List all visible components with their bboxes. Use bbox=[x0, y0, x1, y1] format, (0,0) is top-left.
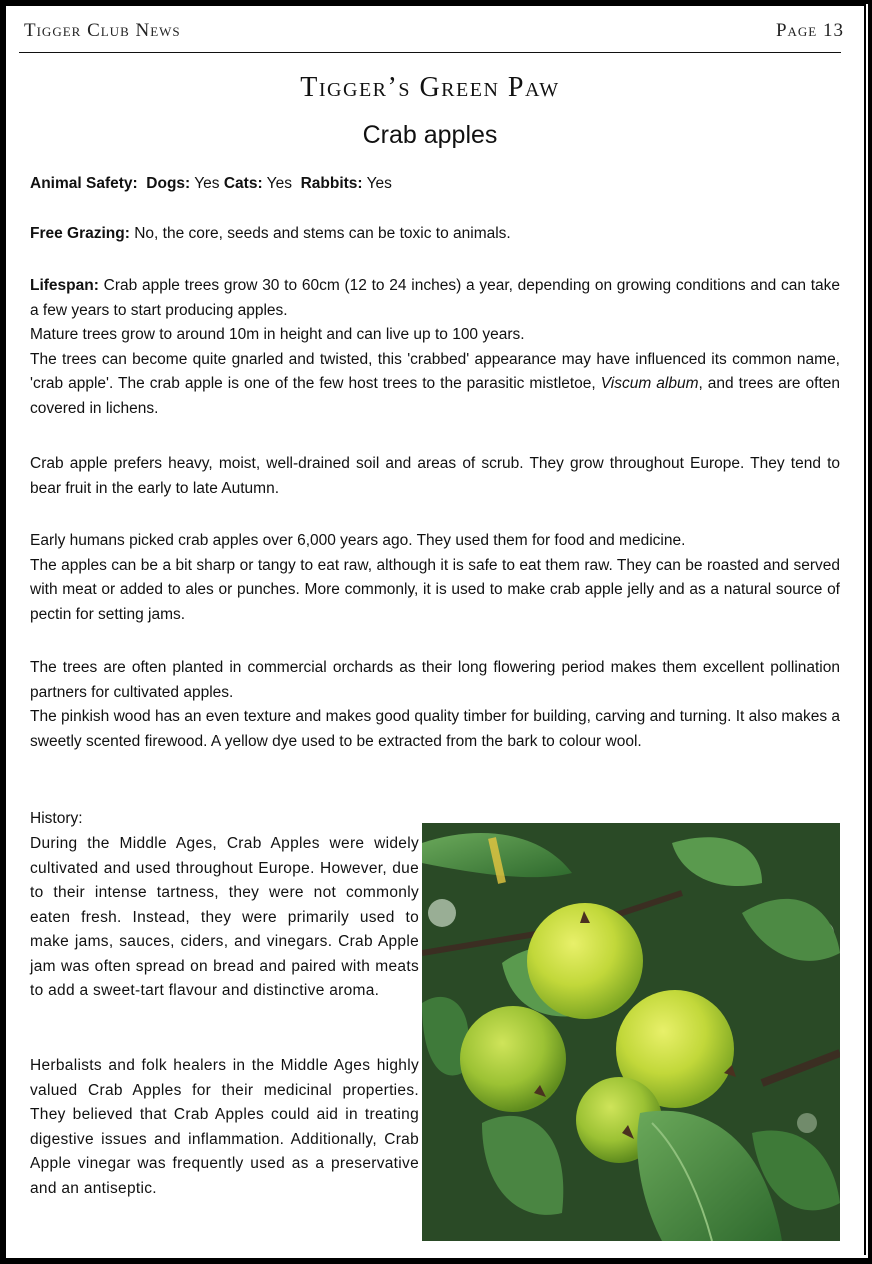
humans-paragraph-2: The apples can be a bit sharp or tangy to eat raw, although it is safe to eat them raw. They can be roasted and served with meat or added to ales or punches. More commonly, it is used to make crab apple jelly and as a natural source of pectin for setting jams. bbox=[30, 556, 840, 623]
orchards-paragraph-1: The trees are often planted in commercial orchards as their long flowering period makes them excellent pollination partners for cultivated apples. bbox=[30, 659, 840, 701]
orchards-paragraph-2: The pinkish wood has an even texture and makes good quality timber for building, carving and turning. It also makes a sweetly scented firewood. A yellow dye used to be extracted from the bark to colour wool. bbox=[30, 708, 840, 750]
page-number: Page 13 bbox=[775, 20, 844, 41]
humans-paragraph-1: Early humans picked crab apples over 6,000 years ago. They used them for food and medicine. bbox=[30, 532, 686, 549]
cats-value: Yes bbox=[266, 175, 292, 192]
page-border-bottom bbox=[6, 1258, 868, 1259]
crab-apples-photo bbox=[422, 823, 840, 1241]
free-grazing-label: Free Grazing: bbox=[30, 225, 130, 242]
header-divider bbox=[19, 52, 841, 53]
free-grazing-text: No, the core, seeds and stems can be toxic to animals. bbox=[134, 225, 511, 242]
free-grazing bbox=[30, 222, 840, 247]
animal-safety bbox=[30, 172, 840, 197]
species-name: Viscum album bbox=[600, 375, 699, 392]
humans-section bbox=[30, 529, 840, 627]
history-label: History: bbox=[30, 810, 83, 827]
history-paragraph-2: Herbalists and folk healers in the Middle Ages highly valued Crab Apples for their medicinal properties. They believed that Crab Apples could aid in treating digestive issues and inflammation. Additionally, Crab Apple vinegar was frequently used as a preservative and an antiseptic. bbox=[30, 1057, 419, 1197]
rabbits-label: Rabbits: bbox=[300, 175, 363, 192]
cats-label: Cats: bbox=[223, 175, 263, 192]
dogs-value: Yes bbox=[194, 175, 220, 192]
page-border-gap bbox=[866, 4, 868, 1257]
running-header bbox=[24, 20, 844, 44]
lifespan-paragraph-1 bbox=[30, 274, 840, 323]
history-paragraph-1: During the Middle Ages, Crab Apples were widely cultivated and used throughout Europe. However, due to their intense tartness, they were not commonly eaten fresh. Instead, they were primarily used to make jams, sauces, ciders, and vinegars. Crab Apple jam was often spread on bread and paired with meats to add a sweet-tart flavour and distinctive aroma. bbox=[30, 835, 419, 999]
soil-paragraph: Crab apple prefers heavy, moist, well-drained soil and areas of scrub. They grow throughout Europe. They tend to bear fruit in the early to late Autumn. bbox=[30, 455, 840, 497]
article-title: Crab apples bbox=[362, 121, 498, 149]
section-title: Tigger’s Green Paw bbox=[300, 72, 560, 103]
lifespan-text-1: Crab apple trees grow 30 to 60cm (12 to 24 inches) a year, depending on growing conditions and can take a few years to start producing apples. bbox=[30, 277, 840, 319]
crab-apples-illustration bbox=[422, 823, 840, 1241]
lifespan-paragraph-3 bbox=[30, 348, 840, 422]
dogs-label: Dogs: bbox=[146, 175, 191, 192]
lifespan-text-3a: The trees can become quite gnarled and twisted, this 'crabbed' appearance may have influenced its common name, 'crab apple'. The crab apple is one of the few host trees to the parasitic mistletoe, bbox=[30, 350, 840, 392]
lifespan-text-3b: , and trees are often covered in lichens. bbox=[30, 375, 841, 417]
orchards-section bbox=[30, 656, 840, 754]
lifespan-paragraph-2: Mature trees grow to around 10m in height and can live up to 100 years. bbox=[30, 326, 525, 343]
publication-name: Tigger Club News bbox=[24, 20, 181, 41]
lifespan-label: Lifespan: bbox=[30, 277, 99, 294]
apple bbox=[460, 1006, 566, 1112]
lifespan-section bbox=[30, 274, 840, 421]
animal-safety-label: Animal Safety: bbox=[30, 175, 138, 192]
rabbits-value: Yes bbox=[366, 175, 392, 192]
